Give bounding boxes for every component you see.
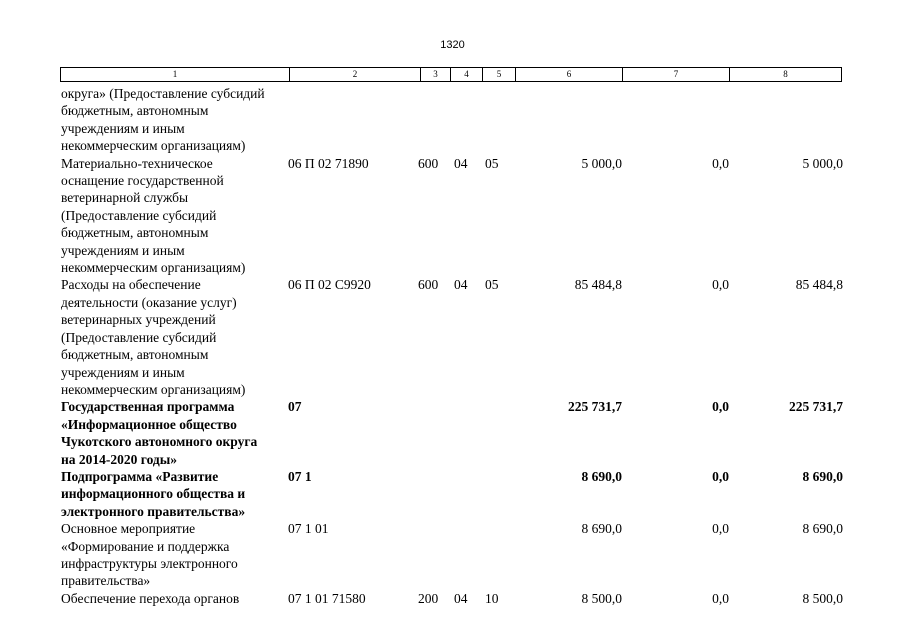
row-amount-col8: 8 690,0 (802, 468, 843, 484)
table-row (0, 276, 905, 398)
row-amount-col8: 8 500,0 (802, 590, 843, 606)
row-amount-col7: 0,0 (712, 468, 729, 484)
row-name: Подпрограмма «Развитие информационного общества и электронного правительства» (61, 468, 246, 519)
column-number-4: 4 (451, 68, 483, 81)
row-name: Расходы на обеспечение деятельности (оказание услуг) ветеринарных учреждений (Предоставление субсидий бюджетным, автономным учреждениям и иным некоммерческим организациям) (61, 277, 246, 397)
table-row (0, 398, 905, 468)
row-section: 04 (454, 277, 468, 293)
column-number-header (60, 67, 842, 82)
column-number-2: 2 (290, 68, 421, 81)
table-row (0, 85, 905, 155)
row-amount-col7: 0,0 (712, 399, 729, 415)
row-target-code: 07 (288, 399, 302, 415)
column-number-6: 6 (516, 68, 623, 81)
column-number-1: 1 (61, 68, 290, 81)
table-row (0, 520, 905, 590)
row-name: округа» (Предоставление субсидий бюджетным, автономным учреждениям и иным некоммерческим организациям) (61, 86, 265, 154)
row-amount-col8: 225 731,7 (789, 399, 843, 415)
row-subsection: 10 (485, 590, 499, 606)
row-subsection: 05 (485, 155, 499, 171)
column-number-7: 7 (623, 68, 730, 81)
row-amount-col6: 8 690,0 (581, 468, 622, 484)
budget-table-body (0, 85, 905, 607)
row-subsection: 05 (485, 277, 499, 293)
column-number-8: 8 (783, 69, 788, 79)
row-amount-col8: 8 690,0 (802, 521, 843, 537)
row-amount-col6: 85 484,8 (574, 277, 622, 293)
row-amount-col7: 0,0 (712, 155, 729, 171)
row-amount-col6: 225 731,7 (568, 399, 622, 415)
row-name: Государственная программа «Информационное общество Чукотского автономного округа на 2014-2020 годы» (61, 399, 258, 467)
row-target-code: 07 1 01 71580 (288, 590, 366, 606)
row-amount-col6: 8 500,0 (581, 590, 622, 606)
row-amount-col7: 0,0 (712, 521, 729, 537)
table-row (0, 155, 905, 277)
page-number: 1320 (440, 39, 465, 51)
row-expense-type: 200 (418, 590, 439, 606)
row-target-code: 07 1 (288, 468, 312, 484)
column-number-3: 3 (421, 68, 451, 81)
row-amount-col6: 5 000,0 (581, 155, 622, 171)
column-number-5: 5 (483, 68, 516, 81)
row-target-code: 07 1 01 (288, 521, 329, 537)
row-name: Материально-техническое оснащение государственной ветеринарной службы (Предоставление субсидий бюджетным, автономным учреждениям и иным некоммерческим организациям) (61, 155, 246, 276)
table-row (0, 590, 905, 607)
row-amount-col8: 5 000,0 (802, 155, 843, 171)
row-expense-type: 600 (418, 155, 439, 171)
table-row (0, 468, 905, 520)
row-amount-col8: 85 484,8 (795, 277, 843, 293)
row-section: 04 (454, 590, 468, 606)
row-target-code: 06 П 02 71890 (288, 155, 369, 171)
row-expense-type: 600 (418, 277, 439, 293)
row-amount-col7: 0,0 (712, 590, 729, 606)
row-section: 04 (454, 155, 468, 171)
row-name: Основное мероприятие «Формирование и поддержка инфраструктуры электронного правительства» (61, 521, 238, 589)
row-amount-col7: 0,0 (712, 277, 729, 293)
row-target-code: 06 П 02 С9920 (288, 277, 371, 293)
row-amount-col6: 8 690,0 (581, 521, 622, 537)
row-name: Обеспечение перехода органов (61, 590, 240, 606)
